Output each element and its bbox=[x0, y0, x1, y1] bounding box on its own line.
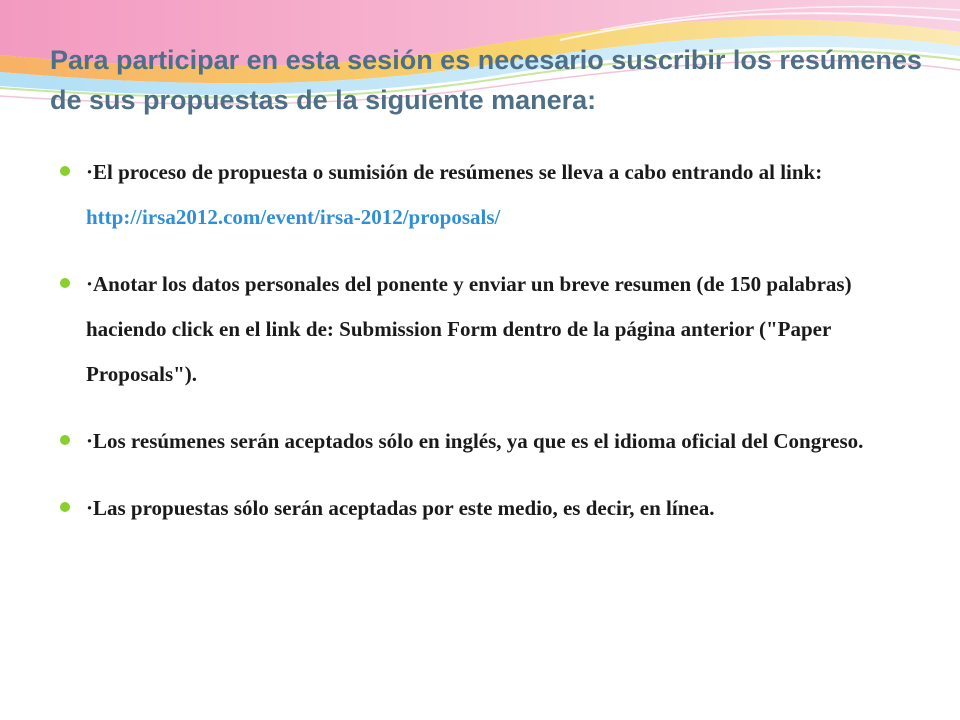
bullet-marker-icon bbox=[60, 502, 70, 512]
list-item bbox=[60, 486, 910, 531]
bullet-text: ·Anotar los datos personales del ponente y enviar un breve resumen (de 150 palabras) haciendo click en el link de: Submission Form dentro de la página anterior ("Paper Proposals"). bbox=[86, 272, 852, 386]
bullet-text: ·Las propuestas sólo serán aceptadas por este medio, es decir, en línea. bbox=[86, 496, 715, 520]
list-item bbox=[60, 150, 910, 240]
slide-title: Para participar en esta sesión es necesario suscribir los resúmenes de sus propuestas de la siguiente manera: bbox=[50, 45, 922, 115]
bullet-list bbox=[60, 150, 910, 553]
bullet-marker-icon bbox=[60, 166, 70, 176]
bullet-text: ·Los resúmenes serán aceptados sólo en inglés, ya que es el idioma oficial del Congreso. bbox=[86, 429, 864, 453]
proposals-link[interactable]: http://irsa2012.com/event/irsa-2012/proposals/ bbox=[86, 205, 501, 229]
bullet-marker-icon bbox=[60, 435, 70, 445]
bullet-text: ·El proceso de propuesta o sumisión de resúmenes se lleva a cabo entrando al link: bbox=[86, 160, 823, 184]
bullet-marker-icon bbox=[60, 278, 70, 288]
list-item bbox=[60, 262, 910, 397]
list-item bbox=[60, 419, 910, 464]
